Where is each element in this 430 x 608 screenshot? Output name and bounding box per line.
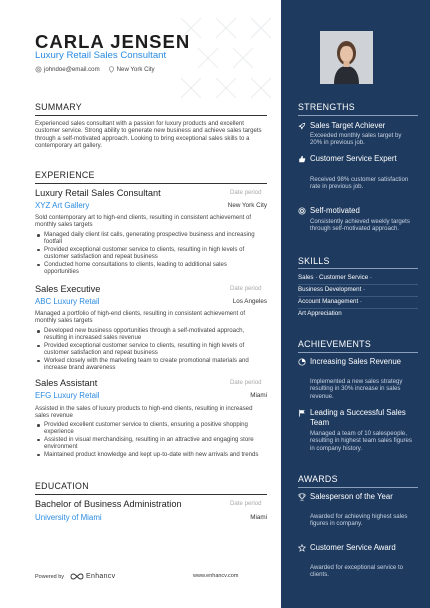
skill-item: Sales · Customer Service · [298, 274, 372, 281]
job-company: XYZ Art Gallery [35, 201, 90, 210]
skill-divider [298, 284, 418, 285]
strength-title: Self-motivated [310, 206, 360, 215]
email-icon [35, 66, 42, 73]
rocket-icon [298, 122, 306, 130]
list-item: Conducted home consultations to clients, leading to additional sales opportunities [37, 261, 262, 276]
achievement-description: Implemented a new sales strategy resulting in 30% increase in sales revenue. [310, 378, 403, 400]
strength-title: Customer Service Expert [310, 154, 397, 163]
education-school: University of Miami [35, 513, 102, 522]
decorative-pattern [171, 8, 281, 103]
sidebar [281, 0, 430, 608]
education-heading: EDUCATION [35, 481, 89, 491]
skill-item: Art Appreciation [298, 310, 342, 317]
trophy-icon [298, 493, 306, 501]
awards-heading: AWARDS [298, 474, 338, 484]
summary-heading: SUMMARY [35, 102, 82, 112]
job-bullets [37, 231, 262, 275]
list-item: Provided exceptional customer service to clients, resulting in high levels of customer satisfaction and repeat business [37, 246, 262, 261]
job-location: Los Angeles [232, 298, 267, 305]
award-description: Awarded for achieving highest sales figures in company. [310, 513, 408, 528]
job-date: Date period [230, 379, 262, 386]
achievements-divider [298, 352, 418, 353]
experience-heading: EXPERIENCE [35, 170, 95, 180]
job-bullets [37, 327, 262, 371]
footer-url[interactable]: www.enhancv.com [193, 573, 239, 579]
skills-divider [298, 268, 418, 269]
job-company: ABC Luxury Retail [35, 297, 100, 306]
job-location: New York City [227, 202, 267, 209]
profile-photo [320, 31, 373, 84]
infinity-icon [70, 573, 84, 580]
contact-email: johndoe@email.com [44, 66, 100, 73]
strengths-heading: STRENGTHS [298, 102, 355, 112]
job-title: Sales Executive [35, 284, 101, 294]
summary-divider [35, 115, 267, 116]
job-description: Managed a portfolio of high-end clients, resulting in consistent achievement of monthly sales targets [35, 310, 246, 325]
experience-divider [35, 183, 267, 184]
achievement-title: Leading a Successful Sales Team [310, 408, 406, 427]
location-pin-icon [108, 66, 115, 73]
candidate-role: Luxury Retail Sales Consultant [35, 50, 167, 61]
flag-icon [298, 409, 306, 417]
list-item: Maintained product knowledge and kept up-to-date with new arrivals and trends [37, 451, 262, 458]
award-title: Salesperson of the Year [310, 492, 393, 501]
job-description: Sold contemporary art to high-end clients, resulting in consistent achievement of monthly sales targets [35, 214, 252, 229]
contact-location: New York City [116, 66, 155, 73]
strength-description: Exceeded monthly sales target by 20% in previous job. [310, 132, 402, 147]
thumbs-up-icon [298, 155, 306, 163]
education-location: Miami [250, 514, 267, 521]
award-title: Customer Service Award [310, 543, 396, 552]
skill-divider [298, 308, 418, 309]
list-item: Provided excellent customer service to clients, ensuring a positive shopping experience [37, 421, 262, 436]
list-item: Provided exceptional customer service to clients, resulting in high levels of customer satisfaction and repeat business [37, 342, 262, 357]
target-icon [298, 207, 306, 215]
education-degree: Bachelor of Business Administration [35, 499, 182, 509]
avatar [320, 31, 373, 84]
skill-item: Account Management · [298, 298, 362, 305]
job-date: Date period [230, 189, 262, 196]
star-icon [298, 544, 306, 552]
job-location: Miami [250, 392, 267, 399]
job-title: Sales Assistant [35, 378, 98, 388]
brand-logo[interactable] [70, 573, 115, 580]
summary-text: Experienced sales consultant with a passion for luxury products and excellent customer service. Strong ability to generate new business and achieve sales targets through a self-motivated approach. Looking to bring exceptional sales skills to a contemporary art gallery. [35, 120, 262, 150]
job-company: EFG Luxury Retail [35, 391, 100, 400]
strength-description: Received 98% customer satisfaction rate in previous job. [310, 176, 409, 191]
job-date: Date period [230, 285, 262, 292]
strength-title: Sales Target Achiever [310, 121, 386, 130]
list-item: Assisted in visual merchandising, resulting in an attractive and engaging store environment [37, 436, 262, 451]
candidate-name: CARLA JENSEN [35, 31, 191, 52]
job-bullets [37, 421, 262, 458]
achievements-heading: ACHIEVEMENTS [298, 339, 372, 349]
job-title: Luxury Retail Sales Consultant [35, 188, 161, 198]
award-description: Awarded for exceptional service to clients. [310, 564, 404, 579]
skills-heading: SKILLS [298, 256, 330, 266]
achievement-description: Managed a team of 10 salespeople, resulting in highest team sales figures in company history. [310, 430, 412, 452]
pie-chart-icon [298, 358, 306, 366]
skill-divider [298, 296, 418, 297]
skill-item: Business Development · [298, 286, 366, 293]
strengths-divider [298, 115, 418, 116]
list-item: Worked closely with the marketing team to create promotional materials and increase brand awareness [37, 357, 262, 372]
list-item: Managed daily client list calls, generating prospective business and increasing footfall [37, 231, 262, 246]
brand-name: Enhancv [86, 573, 116, 580]
achievement-title: Increasing Sales Revenue [310, 357, 402, 366]
list-item: Developed new business opportunities through a self-motivated approach, resulting in increased sales revenue [37, 327, 262, 342]
powered-by-label: Powered by [35, 573, 65, 580]
contact-line [35, 66, 155, 73]
strength-description: Consistently achieved weekly targets through self-motivated approach. [310, 218, 410, 233]
education-divider [35, 494, 267, 495]
education-date: Date period [230, 500, 262, 507]
footer-powered-by [35, 573, 115, 580]
job-description: Assisted in the sales of luxury products to high-end clients, resulting in increased sales revenue [35, 405, 253, 420]
awards-divider [298, 487, 418, 488]
